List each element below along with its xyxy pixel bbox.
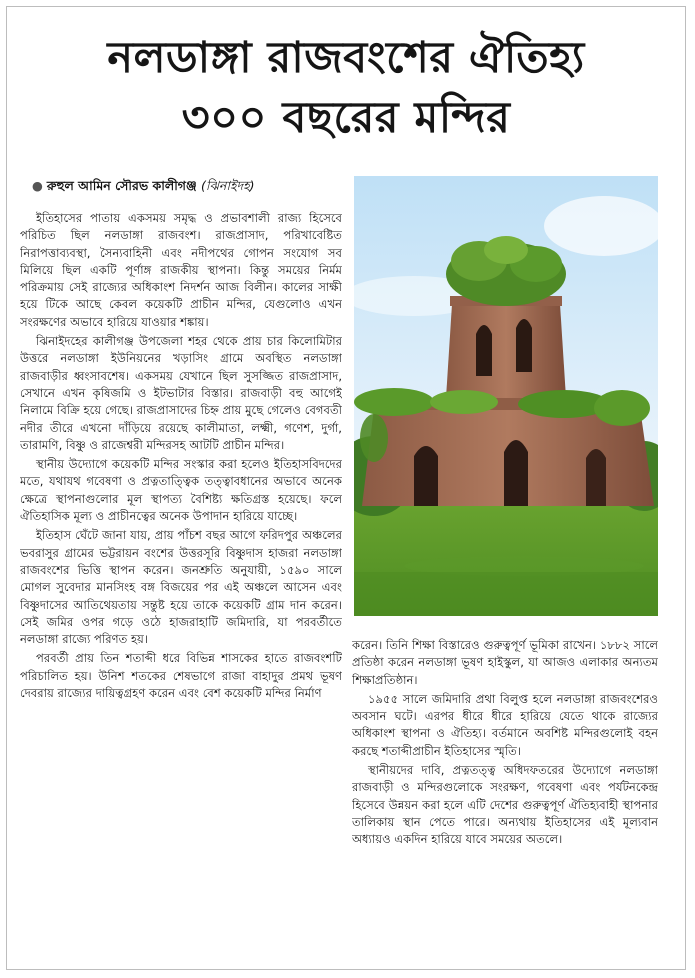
article-paragraph: ইতিহাস ঘেঁটে জানা যায়, প্রায় পাঁচশ বছর আগে ফরিদপুর অঞ্চলের ভবরাসুর গ্রামের ভট্টরায়ন বংশের উত্তরসূরি বিষ্ণুদাস হাজরা নলডাঙ্গা রাজবংশের ভিত্তি স্থাপন করেন। জনশ্রুতি অনুযায়ী, ১৫৯০ সালে মোগল সুবেদার মানসিংহ বঙ্গ বিজয়ের পর এই অঞ্চলে আসেন এবং বিষ্ণুদাসের আতিথেয়তায় সন্তুষ্ট হয়ে তাকে কয়েকটি গ্রাম দান করেন। সেই জমির ওপর গড়ে ওঠে হাজরাহাটি জমিদারি, যা পরবর্তীতে নলডাঙ্গা রাজ্যে পরিণত হয়। — [20, 528, 342, 647]
article-paragraph: ১৯৫৫ সালে জমিদারি প্রথা বিলুপ্ত হলে নলডাঙ্গা রাজবংশেরও অবসান ঘটে। এরপর ধীরে ধীরে হারিয়ে যেতে থাকে রাজ্যের অধিকাংশ স্থাপনা ও ঐতিহ্য। বর্তমানে অবশিষ্ট মন্দিরগুলোই বহন করছে শতাব্দীপ্রাচীন ইতিহাসের স্মৃতি। — [352, 691, 658, 758]
article-paragraph: স্থানীয়দের দাবি, প্রত্নতত্ত্ব অধিদফতরের উদ্যোগে নলডাঙ্গা রাজবাড়ী ও মন্দিরগুলোকে সংরক্ষণ, গবেষণা এবং পর্যটনকেন্দ্র হিসেবে উন্নয়ন করা হলে এটি দেশের গুরুত্বপূর্ণ ঐতিহ্যবাহী স্থাপনার তালিকায় স্থান পেতে পারে। অন্যথায় ইতিহাসের এই মূল্যবান অধ্যায়ও একদিন হারিয়ে যাবে সময়ের অতলে। — [352, 763, 658, 847]
byline — [32, 178, 255, 198]
headline-line-2: ৩০০ বছরের মন্দির — [181, 93, 511, 143]
byline-place: (ঝিনাইদহ) — [201, 178, 255, 193]
temple-photo-icon — [354, 176, 658, 616]
article-column-left — [20, 210, 342, 950]
article-paragraph: পরবর্তী প্রায় তিন শতাব্দী ধরে বিভিন্ন শাসকের হাতে রাজবংশটি পরিচালিত হয়। উনিশ শতকের শেষভাগে রাজা বাহাদুর প্রমথ ভূষণ দেবরায় রাজ্যের দায়িত্বগ্রহণ করেন এবং বেশ কয়েকটি মন্দির নির্মাণ — [20, 651, 342, 701]
headline-line-1: নলডাঙ্গা রাজবংশের ঐতিহ্য — [107, 33, 585, 83]
article-paragraph: ঝিনাইদহের কালীগঞ্জ উপজেলা শহর থেকে প্রায় চার কিলোমিটার উত্তরে নলডাঙ্গা ইউনিয়নের খড়াসিং গ্রামে অবস্থিত নলডাঙ্গা রাজবাড়ীর ধ্বংসাবশেষ। একসময় যেখানে ছিল সুসজ্জিত রাজপ্রাসাদ, সেখানে এখন কৃষিজমি ও ইটভাটার বিস্তার। রাজবাড়ী বহু আগেই নিলামে বিক্রি হয়ে গেছে। রাজপ্রাসাদের চিহ্ন প্রায় মুছে গেলেও বেগবতী নদীর তীরে এখনো দাঁড়িয়ে রয়েছে কালীমাতা, লক্ষ্মী, গণেশ, দুর্গা, তারামণি, বিষ্ণু ও রাজেশ্বরী মন্দিরসহ আটটি প্রাচীন মন্দির। — [20, 334, 342, 452]
article-paragraph: করেন। তিনি শিক্ষা বিস্তারেও গুরুত্বপূর্ণ ভূমিকা রাখেন। ১৮৮২ সালে প্রতিষ্ঠা করেন নলডাঙ্গা ভূষণ হাইস্কুল, যা আজও এলাকার অন্যতম শিক্ষাপ্রতিষ্ঠান। — [352, 638, 658, 687]
article-column-right — [352, 637, 658, 951]
article-paragraph: ইতিহাসের পাতায় একসময় সমৃদ্ধ ও প্রভাবশালী রাজ্য হিসেবে পরিচিত ছিল নলডাঙ্গা রাজবংশ। রাজপ্রাসাদ, পরিখাবেষ্টিত নিরাপত্তাব্যবস্থা, সৈন্যবাহিনী এবং নদীপথের গোপন সংযোগ সব মিলিয়ে ছিল একটি পূর্ণাঙ্গ রাজকীয় স্থাপনা। কিন্তু সময়ের নির্মম পরিক্রমায় সেই রাজ্যের অধিকাংশ নিদর্শন আজ বিলীন। কালের সাক্ষী হয়ে টিকে আছে কেবল কয়েকটি প্রাচীন মন্দির, যেগুলোও এখন সংরক্ষণের অভাবে হারিয়ে যাওয়ার শঙ্কায়। — [20, 211, 342, 329]
bullet-icon: ● — [32, 178, 43, 193]
byline-author: রুহুল আমিন সৌরভ কালীগঞ্জ — [46, 178, 197, 193]
temple-photo — [354, 176, 658, 616]
article-paragraph: স্থানীয় উদ্যোগে কয়েকটি মন্দির সংস্কার করা হলেও ইতিহাসবিদদের মতে, যথাযথ গবেষণা ও প্রত্নতাত্ত্বিক তত্ত্বাবধানের অভাবে অনেক ক্ষেত্রে স্থাপনাগুলোর মূল স্থাপত্য বৈশিষ্ট্য ক্ষতিগ্রস্ত হয়েছে। ফলে ঐতিহাসিক মূল্য ও প্রাচীনত্বের অনেক উপাদান হারিয়ে যাচ্ছে। — [20, 457, 342, 524]
